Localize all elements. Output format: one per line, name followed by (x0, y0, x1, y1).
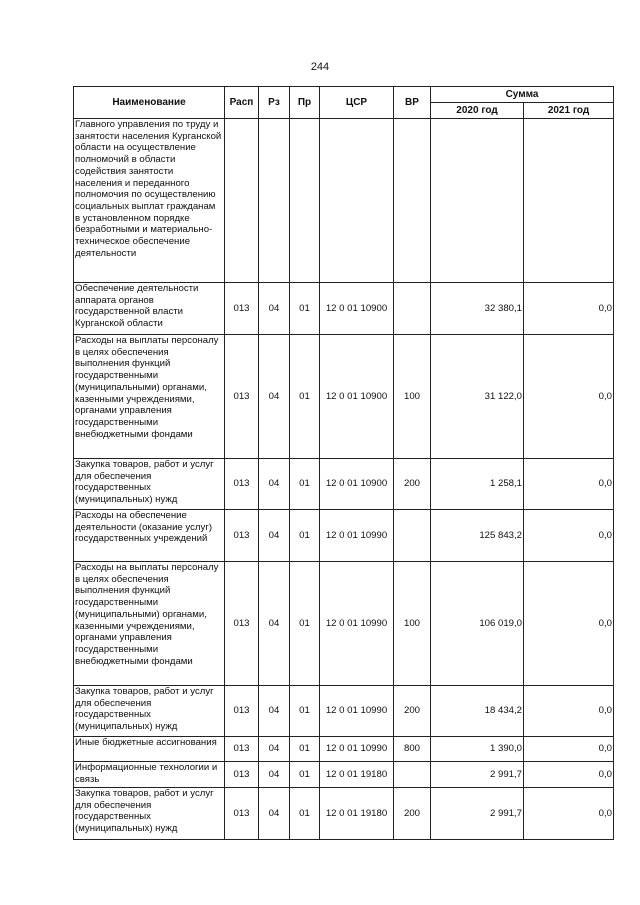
cell-2020: 2 991,7 (431, 762, 524, 788)
cell-rz: 04 (259, 459, 290, 510)
cell-csr: 12 0 01 19180 (320, 762, 394, 788)
cell-2021: 0,0 (524, 562, 614, 686)
cell-2020: 125 843,2 (431, 510, 524, 562)
table-row (74, 335, 614, 459)
cell-rz (259, 119, 290, 283)
cell-rasp: 013 (225, 562, 259, 686)
cell-name: Иные бюджетные ассигнования (74, 737, 225, 762)
header-sum: Сумма (431, 87, 614, 103)
cell-vr: 100 (394, 562, 431, 686)
cell-pr: 01 (290, 510, 320, 562)
cell-2021: 0,0 (524, 335, 614, 459)
cell-pr: 01 (290, 788, 320, 840)
cell-2021: 0,0 (524, 737, 614, 762)
cell-pr: 01 (290, 762, 320, 788)
header-vr: ВР (394, 87, 431, 119)
cell-rz: 04 (259, 737, 290, 762)
cell-2020: 1 390,0 (431, 737, 524, 762)
header-name: Наименование (74, 87, 225, 119)
cell-csr (320, 119, 394, 283)
cell-rasp: 013 (225, 335, 259, 459)
cell-rasp: 013 (225, 686, 259, 737)
page-number: 244 (310, 61, 330, 73)
cell-2021: 0,0 (524, 283, 614, 335)
cell-2021: 0,0 (524, 762, 614, 788)
cell-vr: 800 (394, 737, 431, 762)
cell-rasp: 013 (225, 459, 259, 510)
table-row (74, 762, 614, 788)
cell-2020: 106 019,0 (431, 562, 524, 686)
cell-2020 (431, 119, 524, 283)
header-rasp: Расп (225, 87, 259, 119)
cell-vr: 200 (394, 686, 431, 737)
cell-pr (290, 119, 320, 283)
cell-vr: 100 (394, 335, 431, 459)
cell-vr (394, 510, 431, 562)
cell-pr: 01 (290, 737, 320, 762)
cell-rasp: 013 (225, 737, 259, 762)
cell-name: Закупка товаров, работ и услуг для обеспечения государственных (муниципальных) нужд (74, 788, 225, 840)
cell-2021: 0,0 (524, 459, 614, 510)
table-row (74, 686, 614, 737)
cell-rasp: 013 (225, 510, 259, 562)
cell-rasp: 013 (225, 788, 259, 840)
cell-2021 (524, 119, 614, 283)
cell-2020: 1 258,1 (431, 459, 524, 510)
cell-2021: 0,0 (524, 510, 614, 562)
table-row (74, 562, 614, 686)
cell-rasp: 013 (225, 283, 259, 335)
cell-name: Расходы на выплаты персоналу в целях обеспечения выполнения функций государственными (муниципальными) органами, казенными учреждениями, органами управления государственными внебюджетными фондами (74, 335, 225, 459)
cell-vr (394, 762, 431, 788)
cell-vr: 200 (394, 788, 431, 840)
header-rz: Рз (259, 87, 290, 119)
cell-rz: 04 (259, 283, 290, 335)
cell-vr (394, 119, 431, 283)
cell-2020: 32 380,1 (431, 283, 524, 335)
cell-rasp (225, 119, 259, 283)
cell-csr: 12 0 01 10990 (320, 510, 394, 562)
cell-csr: 12 0 01 10900 (320, 335, 394, 459)
table-row (74, 737, 614, 762)
header-2021: 2021 год (524, 103, 614, 119)
cell-rz: 04 (259, 510, 290, 562)
cell-name: Обеспечение деятельности аппарата органов государственной власти Курганской области (74, 283, 225, 335)
header-2020: 2020 год (431, 103, 524, 119)
cell-name: Информационные технологии и связь (74, 762, 225, 788)
cell-pr: 01 (290, 686, 320, 737)
table-row (74, 510, 614, 562)
cell-name: Расходы на выплаты персоналу в целях обеспечения выполнения функций государственными (муниципальными) органами, казенными учреждениями, органами управления государственными внебюджетными фондами (74, 562, 225, 686)
cell-rz: 04 (259, 562, 290, 686)
cell-rz: 04 (259, 335, 290, 459)
cell-vr: 200 (394, 459, 431, 510)
header-csr: ЦСР (320, 87, 394, 119)
cell-2021: 0,0 (524, 686, 614, 737)
cell-2020: 2 991,7 (431, 788, 524, 840)
cell-name: Расходы на обеспечение деятельности (оказание услуг) государственных учреждений (74, 510, 225, 562)
table-row (74, 119, 614, 283)
cell-pr: 01 (290, 283, 320, 335)
cell-2021: 0,0 (524, 788, 614, 840)
cell-csr: 12 0 01 10990 (320, 562, 394, 686)
cell-pr: 01 (290, 562, 320, 686)
table-row (74, 459, 614, 510)
cell-rz: 04 (259, 686, 290, 737)
cell-name: Главного управления по труду и занятости населения Курганской области на осуществление полномочий в области содействия занятости населения и переданного полномочия по осуществлению социальных выплат гражданам в установленном порядке безработными и материально-техническое обеспечение деятельности (74, 119, 225, 283)
cell-2020: 31 122,0 (431, 335, 524, 459)
cell-pr: 01 (290, 459, 320, 510)
cell-csr: 12 0 01 10990 (320, 686, 394, 737)
cell-csr: 12 0 01 19180 (320, 788, 394, 840)
header-row (74, 87, 614, 103)
cell-rasp: 013 (225, 762, 259, 788)
cell-csr: 12 0 01 10900 (320, 459, 394, 510)
cell-rz: 04 (259, 762, 290, 788)
cell-csr: 12 0 01 10990 (320, 737, 394, 762)
budget-table (73, 86, 614, 840)
cell-vr (394, 283, 431, 335)
cell-rz: 04 (259, 788, 290, 840)
cell-2020: 18 434,2 (431, 686, 524, 737)
cell-csr: 12 0 01 10900 (320, 283, 394, 335)
table-row (74, 788, 614, 840)
header-pr: Пр (290, 87, 320, 119)
table-row (74, 283, 614, 335)
cell-name: Закупка товаров, работ и услуг для обеспечения государственных (муниципальных) нужд (74, 459, 225, 510)
cell-name: Закупка товаров, работ и услуг для обеспечения государственных (муниципальных) нужд (74, 686, 225, 737)
cell-pr: 01 (290, 335, 320, 459)
